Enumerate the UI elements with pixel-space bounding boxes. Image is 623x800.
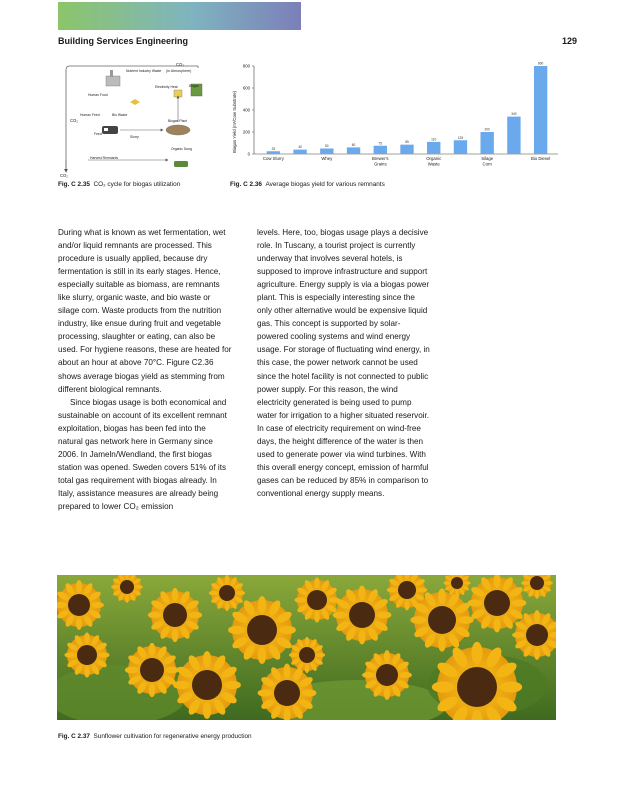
industry-label: Nutrient Industry Waste (126, 69, 162, 73)
body-paragraph: During what is known as wet fermentation, wet and/or liquid remnants are processed. This procedure is usually applied, because dry fermentation is still in its early stages. Hence, especially suitable as biomass, are remnants like slurry, organic waste, and bio waste or silage corn. Waste products from the nutrition industry, like ensue during fruit and vegetable processing, slaughter or eating, can also be used. For hygiene reasons, these are heated for about an hour at above 70°C. Figure C2.36 shows average biogas yield as stemming from different biological remnants. (58, 228, 232, 394)
y-tick-label: 200 (242, 129, 250, 135)
bar-value-label: 110 (431, 137, 437, 142)
bar-value-label: 25 (271, 146, 276, 151)
y-tick-label: 600 (242, 85, 250, 91)
bio-waste-label: Bio Waste (112, 113, 128, 117)
factory-icon (106, 76, 120, 86)
body-paragraph: Since biogas usage is both economical and sustainable on account of its excellent remnant exploitation, biogas has been fed into the natural gas network here in Germany since 2006. In Jameln/Wendland, the first biogas station was opened. Sweden covers 51% of its total gas requirement with biogas already. In Italy, assistance measures are already being prepared to lower CO₂ emission (58, 397, 227, 511)
bar (374, 146, 387, 154)
bar (400, 145, 413, 154)
y-axis-label: Biogas Yield (m³/Cow Substrate) (232, 90, 237, 154)
grain-icon (130, 99, 140, 105)
bar-value-label: 75 (378, 141, 383, 146)
bar-value-label: 40 (298, 145, 302, 150)
figure-c235-caption-text: CO₂ cycle for biogas utilization (93, 181, 181, 188)
human-feed-label: Human Feed (80, 113, 100, 117)
slurry-label: Slurry (130, 135, 139, 139)
y-tick-label: 0 (247, 151, 250, 157)
co2-left-label: CO₂ (70, 118, 78, 123)
figure-c236-label: Fig. C 2.36 (230, 181, 262, 188)
bar-value-label: 125 (457, 135, 464, 140)
co2-bottom-label: CO₂ (60, 173, 68, 178)
factory-chimney (110, 70, 113, 77)
bar-value-label: 60 (351, 142, 356, 147)
figure-c235-label: Fig. C 2.35 (58, 181, 90, 188)
figure-c237-label: Fig. C 2.37 (58, 733, 90, 740)
y-tick-labels (243, 64, 251, 157)
bar (481, 132, 494, 154)
header-color-bar (58, 2, 301, 30)
sunflower-field-photo (57, 575, 556, 720)
body-paragraph: levels. Here, too, biogas usage plays a decisive role. In Tuscany, a tourist project is currently underway that involves several hotels, is supposed to improve infrastructure and support agriculture. Energy supply is via a biogas power plant. This is especially interesting since the only other alternative would be expensive liquid gas. This concept is supported by solar-powered cooling systems and wind energy usage. For storage of fluctuating wind energy, in this case, the power network cannot be used since the hotel facility is not connected to public power supply. For this reason, the wind electricity generated is being used to pump water for irrigation to a higher situated reservoir. In case of electricity requirement on wind-free days, the height difference of the water is then used to generate power via wind turbines. With this overall energy concept, emission of harmful gases can be reduced by 85% in comparison to conventional energy supply means. (257, 228, 430, 498)
co2-atmosphere-sublabel: (in Atmosphere) (166, 69, 192, 73)
body-column-2 (257, 226, 431, 500)
page-number: 129 (561, 36, 577, 46)
figure-c236-caption-text: Average biogas yield for various remnants (265, 181, 385, 188)
x-tick-label: Silage Corn (481, 156, 494, 167)
x-tick-label: Bio Diesel (530, 156, 551, 161)
bar-value-labels (272, 62, 544, 151)
biogas-plant-icon (166, 125, 190, 135)
running-head: Building Services Engineering (58, 36, 189, 46)
tractor-icon (174, 161, 188, 167)
biogas-plant-label: Biogas Plant (168, 119, 188, 123)
organic-dung-label: Organic Dung (171, 147, 192, 151)
bar-value-label: 800 (537, 61, 544, 66)
bar (507, 117, 520, 154)
harvest-remnants-label: Harvest Remnants (90, 156, 119, 160)
bar (534, 66, 547, 154)
x-tick-label: Cow Slurry (262, 156, 284, 161)
bar (267, 151, 280, 154)
bar-value-label: 50 (325, 144, 329, 148)
bar (454, 140, 467, 154)
biogas-yield-chart (228, 60, 566, 178)
x-tick-label: Whey (321, 156, 333, 161)
figure-c237-caption (58, 733, 252, 740)
bar-value-label: 85 (405, 140, 409, 145)
x-tick-label: Brewer's Grains (371, 156, 389, 167)
svg-text:⚡: ⚡ (176, 91, 183, 98)
bar (347, 147, 360, 154)
y-tick-label: 800 (242, 63, 250, 69)
figure-c236-caption (230, 181, 385, 188)
y-tick-label: 400 (242, 107, 250, 113)
bar-value-label: 200 (484, 127, 490, 132)
co2-atmosphere-label: CO₂ (176, 62, 184, 67)
body-column-1 (58, 226, 232, 513)
human-food-label: Human Food (88, 93, 108, 97)
figure-c235-caption (58, 181, 180, 188)
x-tick-label: Organic Waste (426, 156, 442, 167)
electricity-heat-label: Electricity Heat (155, 85, 178, 89)
bar-value-label: 340 (511, 112, 517, 117)
bar (320, 149, 333, 155)
feed-label: Feed (94, 132, 102, 136)
x-tick-labels (263, 156, 550, 167)
figure-c237-caption-text: Sunflower cultivation for regenerative energy production (93, 733, 252, 740)
co2-cycle-diagram (58, 60, 218, 178)
bar (427, 142, 440, 154)
biogas-label: Biogas (189, 84, 199, 88)
bar (293, 150, 306, 154)
